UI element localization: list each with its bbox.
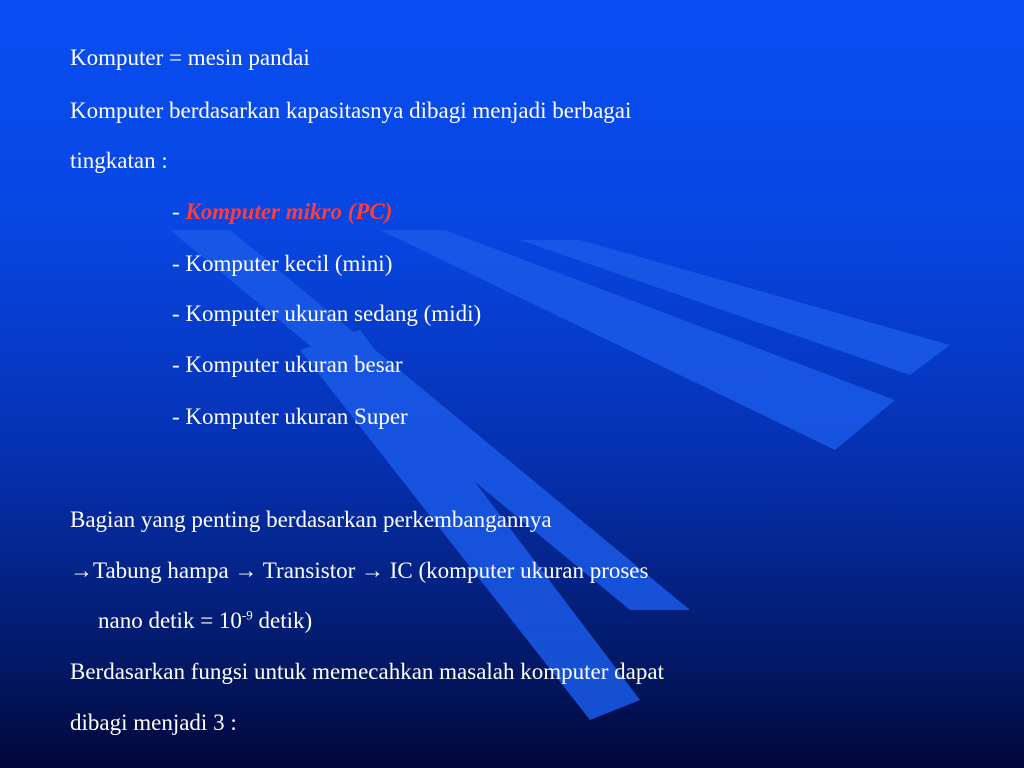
arrow-icon: → bbox=[234, 558, 258, 583]
arrow-icon: → bbox=[361, 558, 385, 583]
level-micro-highlight: Komputer mikro (PC) bbox=[185, 199, 393, 224]
line-definition: Komputer = mesin pandai bbox=[70, 45, 310, 70]
line-nano bbox=[98, 607, 312, 635]
nano-unit: detik) bbox=[252, 608, 313, 633]
line-capacity: Komputer berdasarkan kapasitasnya dibagi menjadi berbagai bbox=[70, 98, 632, 123]
line-evolution-title: Bagian yang penting berdasarkan perkembangannya bbox=[70, 507, 552, 532]
level-item-midi: - Komputer ukuran sedang (midi) bbox=[172, 301, 482, 326]
nano-exponent: -9 bbox=[241, 607, 253, 623]
line-function-1: Berdasarkan fungsi untuk memecahkan masalah komputer dapat bbox=[70, 659, 664, 684]
arrow-icon: → bbox=[70, 558, 93, 583]
level-dash: - bbox=[172, 199, 186, 224]
level-item-mini: - Komputer kecil (mini) bbox=[172, 251, 393, 276]
evolution-part-1: Tabung hampa bbox=[93, 558, 235, 583]
level-item-super: - Komputer ukuran Super bbox=[172, 404, 408, 429]
level-item-micro bbox=[172, 198, 392, 226]
level-item-large: - Komputer ukuran besar bbox=[172, 352, 403, 377]
line-evolution bbox=[70, 557, 648, 585]
line-levels: tingkatan : bbox=[70, 148, 168, 173]
evolution-part-3: IC (komputer ukuran proses bbox=[384, 558, 649, 583]
nano-text: nano detik = 10 bbox=[98, 608, 242, 633]
line-function-2: dibagi menjadi 3 : bbox=[70, 710, 237, 735]
evolution-part-2: Transistor bbox=[257, 558, 362, 583]
